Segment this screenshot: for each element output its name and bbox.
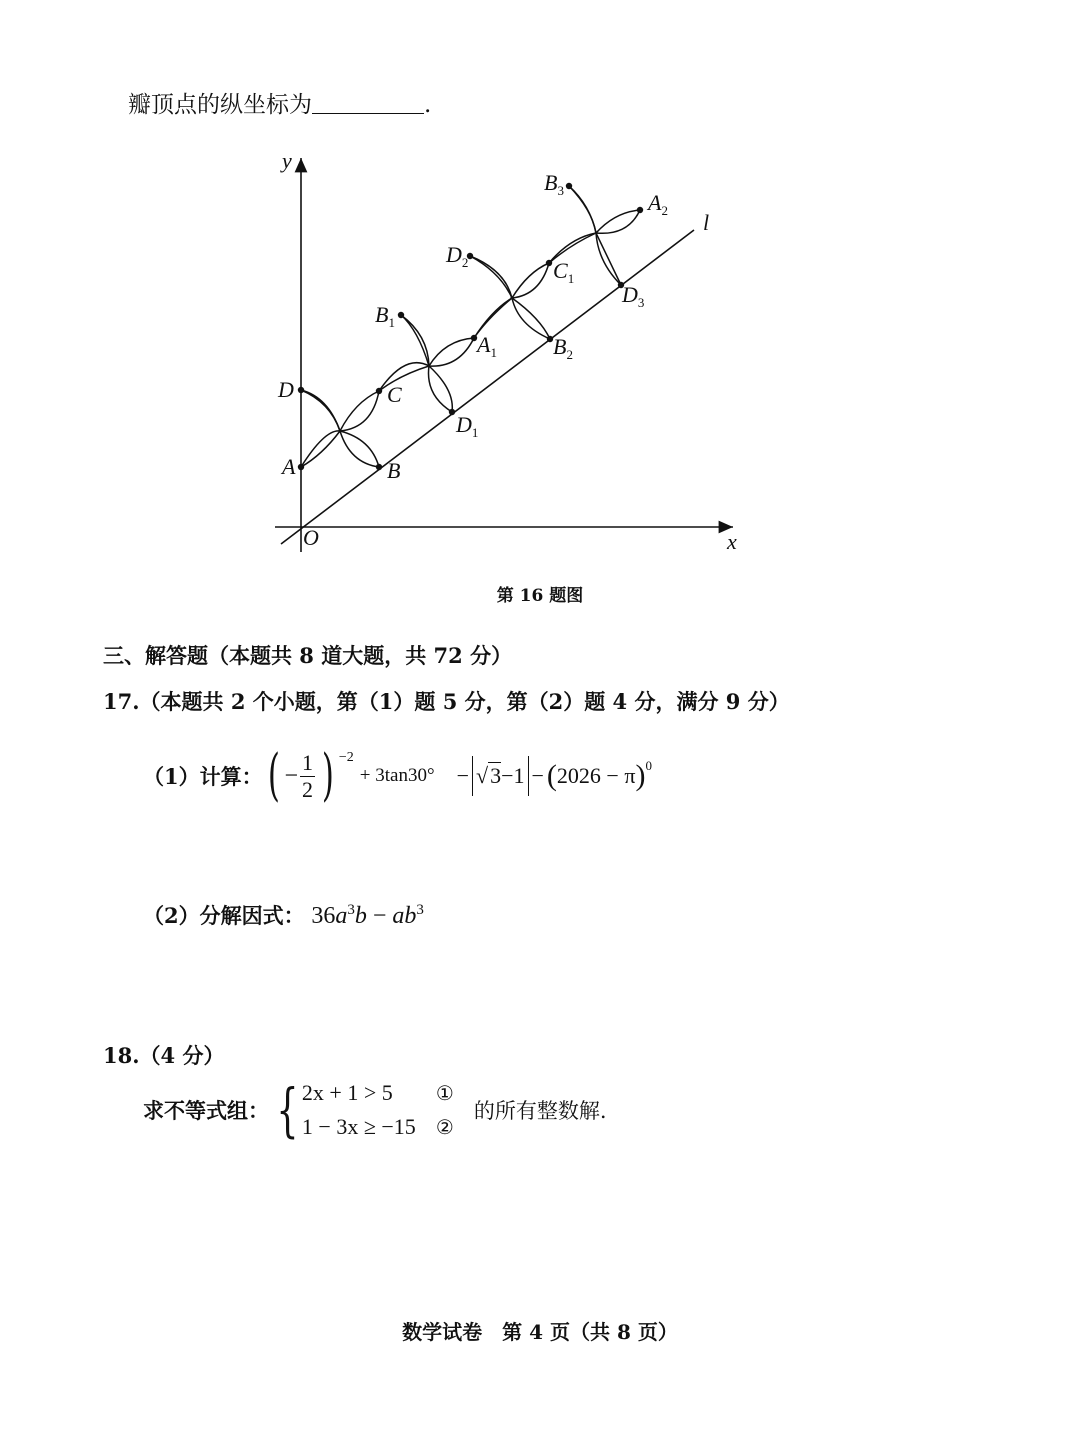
- label-B2: $B_2$: [553, 334, 573, 362]
- label-C: C: [387, 382, 402, 407]
- label-O: O: [303, 525, 319, 550]
- exp-a3: 3: [347, 902, 355, 918]
- q18-prompt: 求不等式组：: [143, 1098, 269, 1123]
- q17-part1-label: （1）计算：: [143, 764, 263, 789]
- abs-bar-right: [528, 756, 529, 796]
- label-A: A: [282, 454, 296, 479]
- label-l: l: [703, 210, 710, 235]
- flower-1: [301, 390, 379, 467]
- line-l: [281, 230, 694, 544]
- label-x: x: [727, 529, 737, 554]
- minus-sign-4: −: [366, 903, 393, 929]
- inequality-system: [302, 1080, 454, 1140]
- var-ab: ab: [392, 903, 417, 929]
- section-3-title: 三、解答题（本题共 8 道大题，共 72 分）: [103, 643, 513, 668]
- figure-16: [0, 0, 1080, 620]
- var-b: b: [354, 903, 367, 929]
- circled-1: ①: [435, 1081, 454, 1105]
- label-A1: $A_1$: [477, 332, 497, 360]
- factor-expr: [311, 903, 424, 929]
- flower-3: [470, 256, 550, 339]
- q18-suffix: 的所有整数解.: [473, 1099, 607, 1123]
- label-D2: $D_2$: [446, 242, 469, 270]
- sqrt-expr: √3: [476, 763, 502, 788]
- label-B: B: [387, 458, 401, 483]
- exponent-zero: 0: [645, 758, 652, 773]
- q17-part2: [143, 900, 424, 930]
- system-brace: {: [276, 1076, 299, 1144]
- minus-one: −1: [501, 763, 525, 788]
- point-C1: [546, 260, 552, 266]
- tan-term: + 3tan30°: [359, 765, 435, 786]
- fraction-denominator: 2: [302, 776, 314, 802]
- label-B3: $B_3$: [544, 170, 564, 198]
- coef-36: 36: [311, 903, 336, 929]
- label-D3: $D_3$: [622, 282, 645, 310]
- point-B: [376, 464, 382, 470]
- label-C1: $C_1$: [553, 258, 575, 286]
- right-paren: ): [321, 743, 334, 808]
- label-A2: $A_2$: [648, 190, 668, 218]
- point-A: [298, 464, 304, 470]
- figure-caption: 第 16 题图: [496, 586, 584, 606]
- inequality-2: 1 − 3x ≥ −15: [301, 1114, 416, 1139]
- sqrt-radicand: 3: [490, 763, 502, 788]
- circled-2: ②: [435, 1115, 454, 1139]
- label-D1: $D_1$: [456, 412, 479, 440]
- point-A2: [637, 207, 643, 213]
- paren-close: ): [635, 759, 646, 792]
- var-a: a: [335, 903, 348, 929]
- point-C: [376, 388, 382, 394]
- inequality-2-row: [302, 1114, 454, 1140]
- inequality-1-row: [302, 1080, 454, 1106]
- point-D: [298, 387, 304, 393]
- figure-labels: [277, 148, 737, 554]
- q18-body: [143, 1076, 607, 1144]
- q17-header: 17.（本题共 2 个小题，第（1）题 5 分，第（2）题 4 分，满分 9 分）: [103, 689, 790, 714]
- q17-part2-label: （2）分解因式：: [143, 903, 305, 928]
- point-B3: [566, 183, 572, 189]
- minus-sign-2: −: [456, 763, 469, 788]
- left-paren: (: [267, 743, 280, 808]
- page-footer: 数学试卷 第 4 页（共 8 页）: [402, 1320, 678, 1344]
- label-B1: $B_1$: [375, 302, 395, 330]
- inequality-1: 2x + 1 > 5: [301, 1080, 393, 1105]
- q16-tail-text: 瓣顶点的纵坐标为: [128, 92, 312, 118]
- minus-sign: −: [284, 762, 299, 789]
- fraction-numerator: 1: [302, 749, 314, 775]
- exp-b3: 3: [416, 902, 424, 918]
- q18-header: 18.（4 分）: [103, 1043, 225, 1068]
- paren-open: (: [546, 759, 557, 792]
- label-y: y: [282, 148, 292, 173]
- label-D: D: [278, 377, 294, 402]
- q17-part1: [143, 743, 652, 808]
- point-D1: [449, 409, 455, 415]
- q16-tail-period: .: [424, 92, 432, 118]
- minus-sign-3: −: [531, 763, 544, 788]
- point-B1: [398, 312, 404, 318]
- abs-bar-left: [472, 756, 473, 796]
- paren-inner: 2026 − π: [556, 763, 636, 788]
- exponent-neg2: −2: [338, 750, 354, 765]
- fraction-half: [300, 749, 315, 802]
